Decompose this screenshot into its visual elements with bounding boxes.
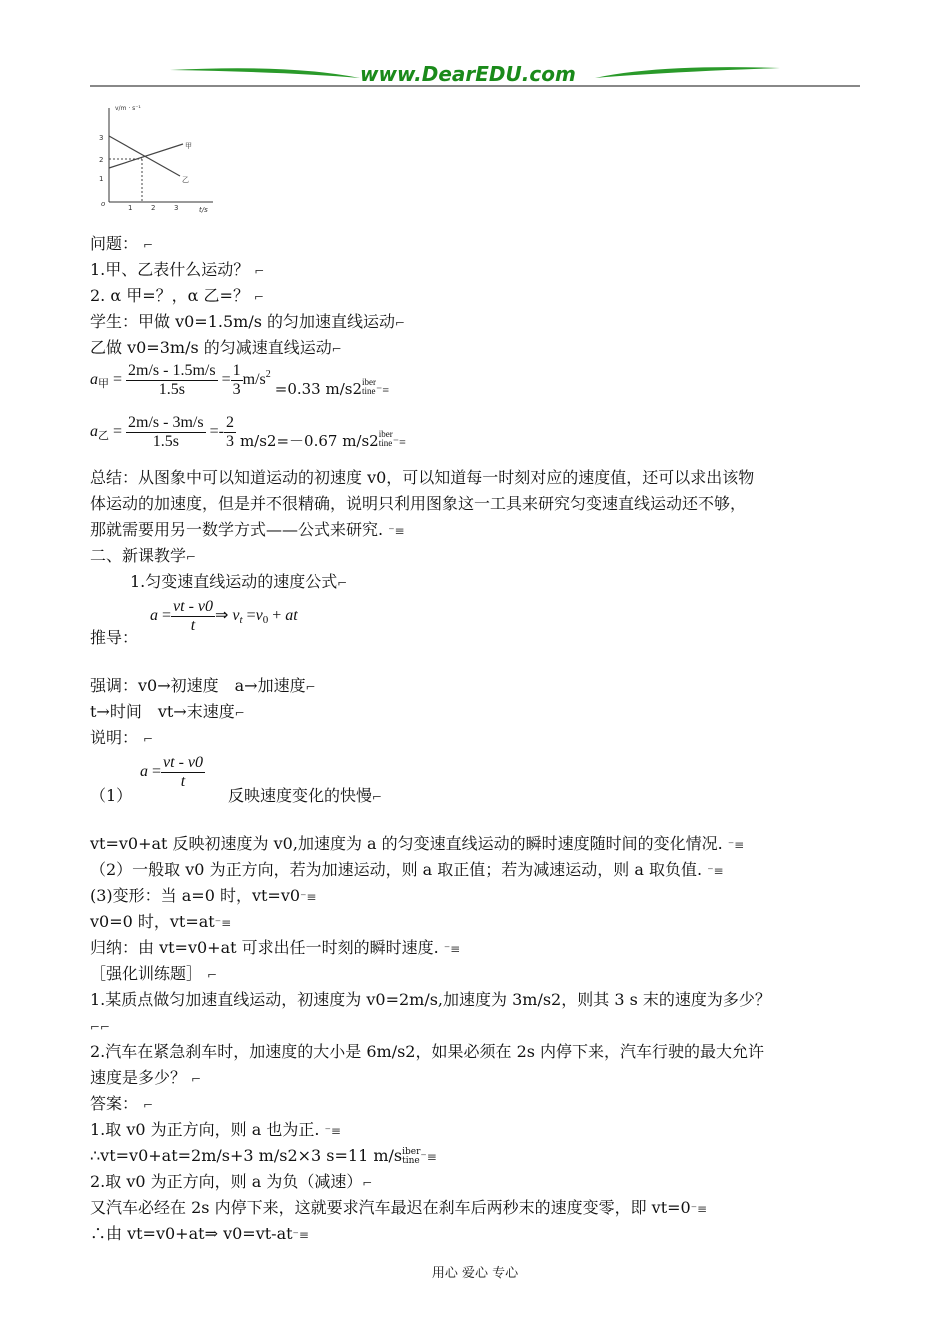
point-1-text: 反映速度变化的快慢⌐ bbox=[228, 786, 383, 805]
point-3: (3)变形：当 a=0 时，vt=v0⁻≡ bbox=[90, 886, 317, 905]
header-banner bbox=[90, 60, 860, 90]
question-title: 问题： ⌐ bbox=[90, 234, 154, 253]
answer-1b: ∴vt=v0+at=2m/s+3 m/s2×3 s=11 m/siber tine⁻≡ bbox=[90, 1146, 437, 1166]
summary-line-3: 那就需要用另一数学方式——公式来研究. ⁻≡ bbox=[90, 520, 405, 539]
point-1-label: （1） bbox=[90, 786, 133, 805]
point-3b: v0=0 时，vt=at⁻≡ bbox=[90, 912, 232, 931]
subsection-1: 1.匀变速直线运动的速度公式⌐ bbox=[130, 572, 348, 591]
student-answer-2: 乙做 v0=3m/s 的匀减速直线运动⌐ bbox=[90, 338, 342, 357]
formula-a-yi: $a_乙$ = $\frac{2m/s - 3m/s}{1.5s}$ =- $\frac{2}{3}$ m/s2=－0.67 m/s2iber tine$_{^-\equiv}$ bbox=[90, 414, 406, 451]
page-footer: 用心 爱心 专心 bbox=[431, 1266, 519, 1281]
training-1: 1.某质点做匀加速直线运动，初速度为 v0=2m/s,加速度为 3m/s2，则其 3 s 末的速度为多少？ bbox=[90, 990, 771, 1009]
induction: 归纳：由 vt=v0+at 可求出任一时刻的瞬时速度. ⁻≡ bbox=[90, 938, 461, 957]
graph-ytick: 2 bbox=[99, 156, 104, 164]
answer-label: 答案： ⌐ bbox=[90, 1094, 154, 1113]
graph-line-jia: 甲 bbox=[185, 142, 192, 150]
emphasis-2: t→时间 vt→末速度⌐ bbox=[90, 702, 245, 721]
training-2b: 速度是多少？ ⌐ bbox=[90, 1068, 202, 1087]
point-2: （2）一般取 v0 为正方向，若为加速运动，则 a 取正值；若为减速运动，则 a 取负值. ⁻≡ bbox=[90, 860, 724, 879]
graph-ytick: 3 bbox=[99, 134, 104, 142]
graph-ylabel: v/m · s⁻¹ bbox=[115, 105, 141, 112]
emphasis-1: 强调：v0→初速度 a→加速度⌐ bbox=[90, 676, 316, 695]
graph-ytick: 1 bbox=[99, 175, 104, 183]
summary-line-1: 总结：从图象中可以知道运动的初速度 v0，可以知道每一时刻对应的速度值，还可以求出该物 bbox=[90, 468, 755, 487]
formula-a-def: a = $\frac{vt - v0}{t}$ bbox=[140, 754, 204, 790]
section-2-title: 二、新课教学⌐ bbox=[90, 546, 197, 565]
training-1-mark: ⌐⌐ bbox=[90, 1020, 111, 1034]
formula-a-jia: $a_甲$ = $\frac{2m/s - 1.5m/s}{1.5s}$ = $\frac{1}{3}$ $m/s^2 =0.33$ m/s2iber tine$_{^-\equiv}$ bbox=[90, 362, 390, 399]
formula-derive: a = $\frac{vt - v0}{t}$ ⇒ $v_t =v_0$ + at bbox=[150, 598, 298, 634]
point-1-detail: vt=v0+at 反映初速度为 v0,加速度为 a 的匀变速直线运动的瞬时速度随时间的变化情况. ⁻≡ bbox=[90, 834, 745, 853]
graph-origin: o bbox=[101, 200, 106, 208]
graph-xtick: 3 bbox=[174, 204, 179, 212]
answer-2b: 又汽车必经在 2s 内停下来，这就要求汽车最迟在刹车后两秒末的速度变零，即 vt=0⁻≡ bbox=[90, 1198, 708, 1217]
question-2: 2. α 甲=？，α 乙=？ ⌐ bbox=[90, 286, 265, 305]
graph-xtick: 1 bbox=[128, 204, 133, 212]
site-name: www.DearEDU.com bbox=[360, 62, 576, 86]
graph-line-yi: 乙 bbox=[182, 176, 189, 184]
graph-xtick: 2 bbox=[151, 204, 156, 212]
vt-graph bbox=[95, 102, 220, 214]
question-1: 1.甲、乙表什么运动？ ⌐ bbox=[90, 260, 265, 279]
training-title: ［强化训练题］ ⌐ bbox=[90, 964, 218, 983]
answer-2: 2.取 v0 为正方向，则 a 为负（减速）⌐ bbox=[90, 1172, 373, 1191]
graph-xlabel: t/s bbox=[199, 206, 208, 214]
derive-label: 推导： bbox=[90, 628, 139, 647]
training-2a: 2.汽车在紧急刹车时，加速度的大小是 6m/s2，如果必须在 2s 内停下来，汽车行驶的最大允许 bbox=[90, 1042, 765, 1061]
student-answer-1: 学生：甲做 v0=1.5m/s 的匀加速直线运动⌐ bbox=[90, 312, 406, 331]
answer-2c: ∴由 vt=v0+at⇒ v0=vt-at⁻≡ bbox=[90, 1224, 309, 1243]
answer-1: 1.取 v0 为正方向，则 a 也为正. ⁻≡ bbox=[90, 1120, 341, 1139]
explain-label: 说明： ⌐ bbox=[90, 728, 154, 747]
summary-line-2: 体运动的加速度，但是并不很精确，说明只利用图象这一工具来研究匀变速直线运动还不够， bbox=[90, 494, 747, 513]
